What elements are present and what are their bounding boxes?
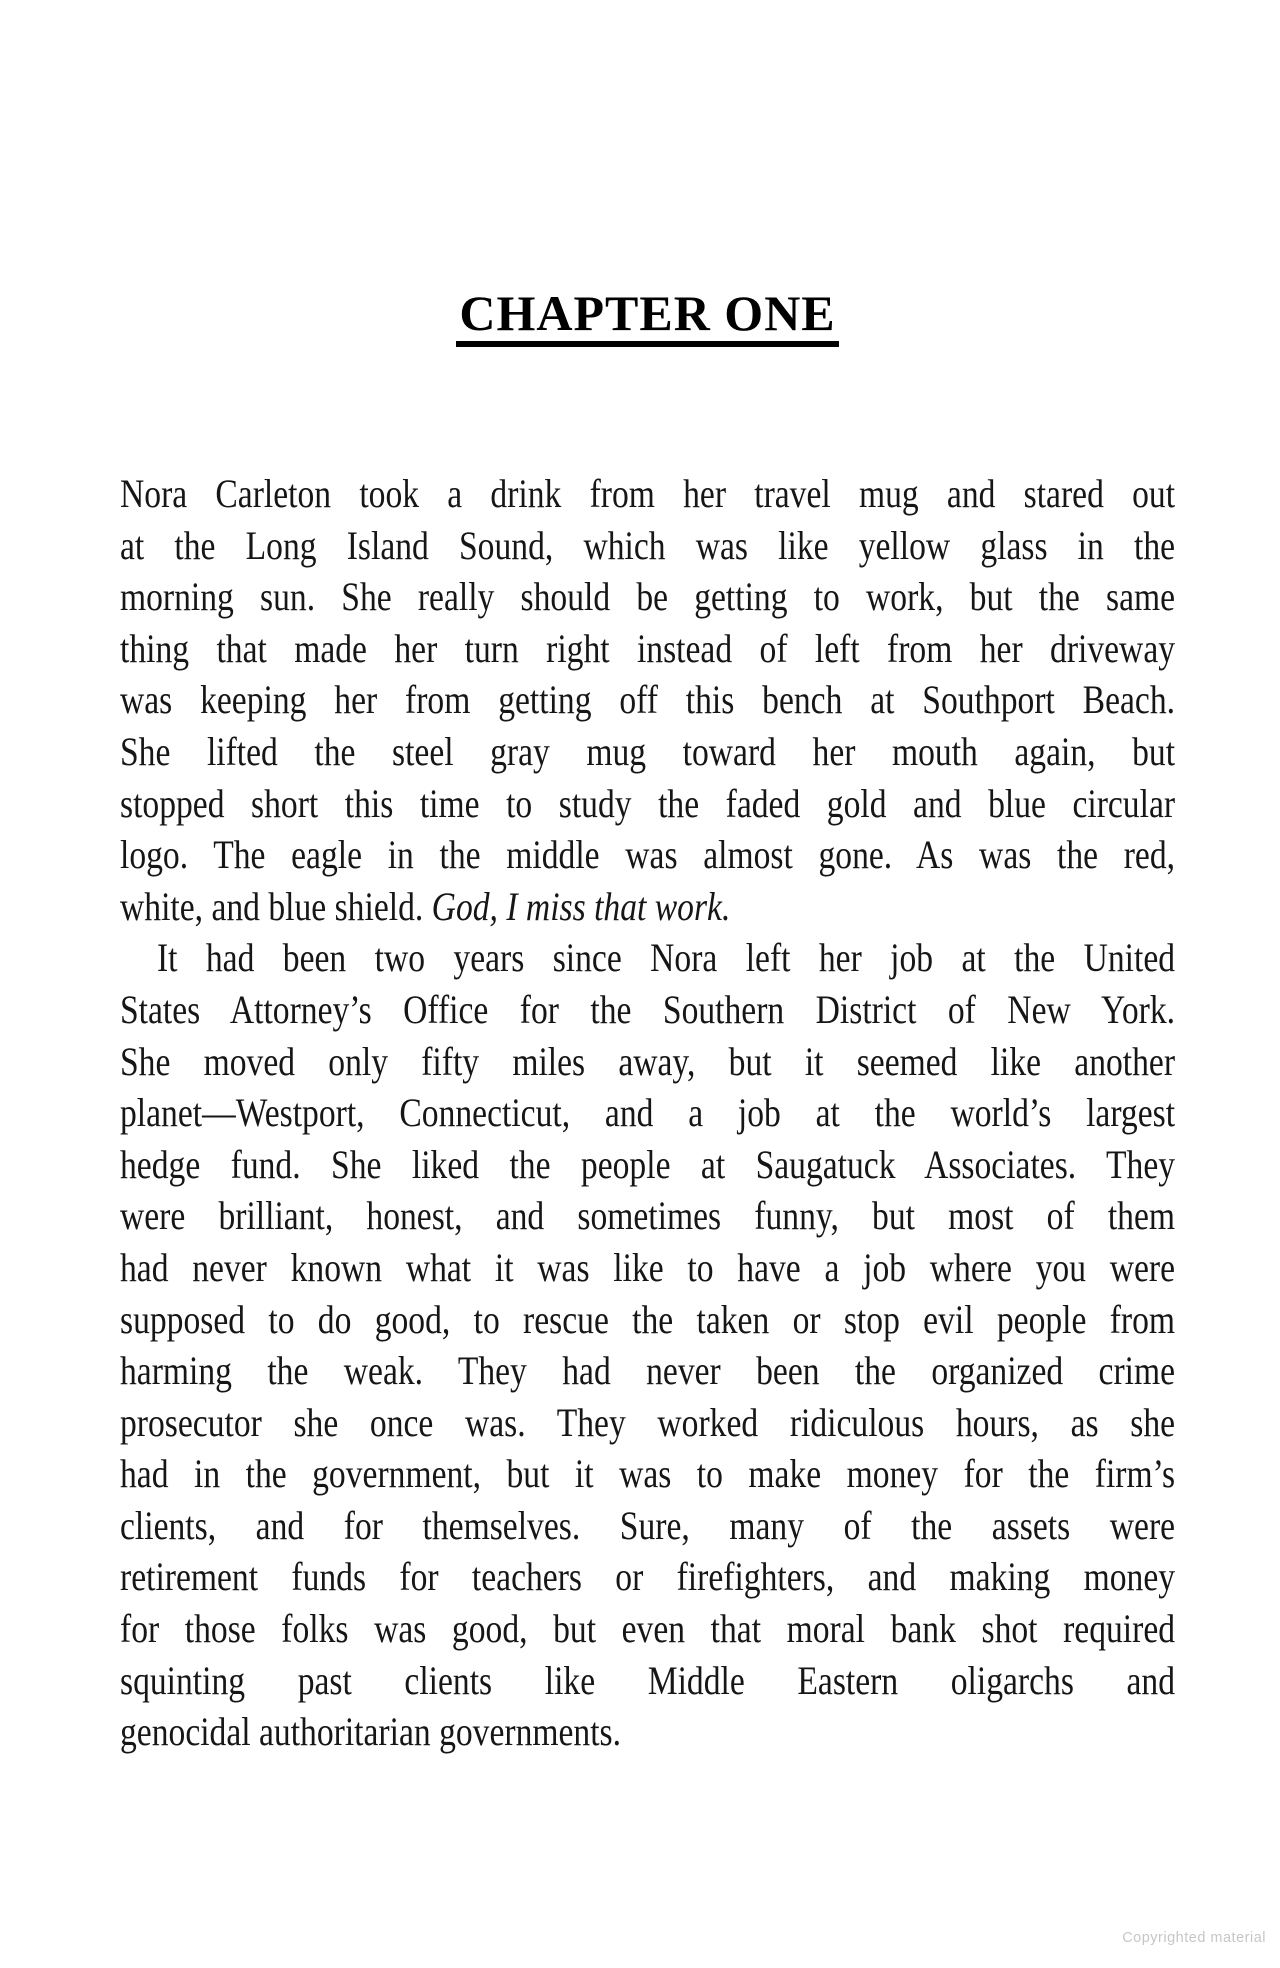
text-segment: was keeping her from getting off this bench at Southport Beach. xyxy=(120,677,1176,723)
text-segment: stopped short this time to study the faded gold and blue circular xyxy=(120,780,1176,826)
text-line xyxy=(120,1551,1175,1603)
text-segment: white, and blue shield. xyxy=(120,883,432,929)
text-line xyxy=(120,1397,1175,1449)
text-segment: genocidal authoritarian governments. xyxy=(120,1709,622,1755)
text-segment: at the Long Island Sound, which was like yellow glass in the xyxy=(120,522,1176,568)
text-segment: harming the weak. They had never been the organized crime xyxy=(120,1348,1176,1394)
copyright-watermark: Copyrighted material xyxy=(1122,1930,1266,1946)
text-line xyxy=(120,726,1175,778)
text-segment: thing that made her turn right instead of left from her driveway xyxy=(120,625,1176,671)
text-line xyxy=(120,778,1175,830)
text-segment: prosecutor she once was. They worked ridiculous hours, as she xyxy=(120,1399,1176,1445)
text-segment: retirement funds for teachers or firefighters, and making money xyxy=(120,1554,1176,1600)
text-line xyxy=(120,1087,1175,1139)
text-line xyxy=(120,829,1175,881)
text-segment: clients, and for themselves. Sure, many of the assets were xyxy=(120,1502,1176,1548)
text-line xyxy=(120,623,1175,675)
text-line xyxy=(120,1139,1175,1191)
text-segment: planet—Westport, Connecticut, and a job at the world’s largest xyxy=(120,1090,1176,1136)
text-line xyxy=(120,1294,1175,1346)
text-segment: squinting past clients like Middle Eastern oligarchs and xyxy=(120,1657,1176,1703)
text-segment: had in the government, but it was to make money for the firm’s xyxy=(120,1451,1176,1497)
body-text xyxy=(120,468,1175,1758)
text-line xyxy=(120,1603,1175,1655)
text-segment: for those folks was good, but even that moral bank shot required xyxy=(120,1606,1176,1652)
text-segment: She lifted the steel gray mug toward her mouth again, but xyxy=(120,728,1176,774)
text-line xyxy=(120,1655,1175,1707)
text-segment: States Attorney’s Office for the Southern District of New York. xyxy=(120,986,1176,1032)
text-line xyxy=(120,1706,1175,1758)
text-line xyxy=(120,1345,1175,1397)
text-segment: were brilliant, honest, and sometimes funny, but most of them xyxy=(120,1193,1176,1239)
text-segment: It had been two years since Nora left her job at the United xyxy=(156,935,1176,981)
text-line xyxy=(120,1036,1175,1088)
text-line xyxy=(120,1448,1175,1500)
text-segment: had never known what it was like to have a job where you were xyxy=(120,1244,1176,1290)
text-line xyxy=(120,520,1175,572)
text-line xyxy=(120,468,1175,520)
italic-text-segment: God, I miss that work. xyxy=(431,883,731,929)
chapter-heading: CHAPTER ONE xyxy=(456,288,838,347)
text-segment: She moved only fifty miles away, but it seemed like another xyxy=(120,1038,1176,1084)
text-segment: logo. The eagle in the middle was almost gone. As was the red, xyxy=(120,832,1176,878)
text-line xyxy=(120,1242,1175,1294)
text-line xyxy=(120,1500,1175,1552)
text-line xyxy=(120,881,1175,933)
text-segment: hedge fund. She liked the people at Saugatuck Associates. They xyxy=(120,1141,1176,1187)
text-line xyxy=(120,1190,1175,1242)
text-line xyxy=(120,571,1175,623)
text-line xyxy=(120,984,1175,1036)
chapter-heading-wrap xyxy=(120,285,1175,347)
text-line xyxy=(120,932,1175,984)
text-line xyxy=(120,674,1175,726)
text-segment: supposed to do good, to rescue the taken or stop evil people from xyxy=(120,1296,1176,1342)
text-segment: Nora Carleton took a drink from her travel mug and stared out xyxy=(120,471,1176,516)
text-segment: morning sun. She really should be getting to work, but the same xyxy=(120,574,1176,620)
